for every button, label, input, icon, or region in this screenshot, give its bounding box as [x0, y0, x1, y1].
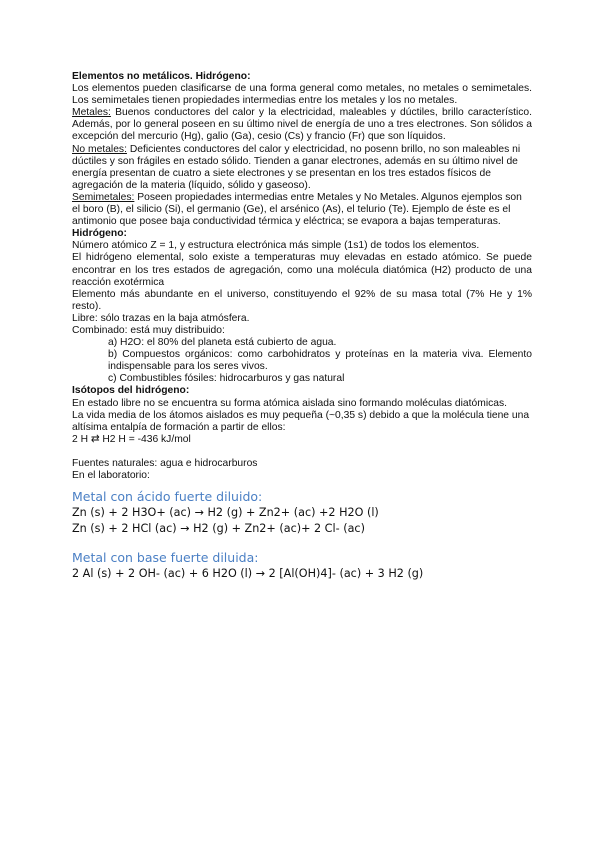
semimetales-text: Poseen propiedades intermedias entre Metales y No Metales. Algunos ejemplos son el boro (B), el silicio (Si), el germanio (Ge), el arsénico (As), el telurio (Te). Ejemplo de éste es el antimonio que posee baja conductividad térmica y eléctrica; se evapora a bajas temperaturas.: [72, 191, 522, 228]
hidrogeno-libre: Libre: sólo trazas en la baja atmósfera.: [72, 312, 250, 324]
metales-text: Buenos conductores del calor y la electricidad, maleables y dúctiles, brillo característico. Además, por lo general poseen en su último nivel de energía de uno a tres electrones. Son sólidos a excepción del mercurio (Hg), galio (Ga), cesio (Cs) y francio (Fr) que son líquidos.: [72, 107, 532, 143]
spacer: [72, 537, 532, 549]
intro-paragraph: Los elementos pueden clasificarse de una forma general como metales, no metales o semimetales. Los semimetales tienen propiedades intermedias entre los metales y los no metales.: [72, 83, 532, 107]
base-heading: Metal con base fuerte diluida:: [72, 550, 259, 566]
acido-heading: Metal con ácido fuerte diluido:: [72, 489, 263, 505]
metales-term: Metales:: [72, 107, 111, 119]
no-metales-term: No metales:: [72, 143, 127, 155]
list-item: b) Compuestos orgánicos: como carbohidratos y proteínas en la materia viva. Elemento indispensable para los seres vivos.: [108, 349, 532, 373]
hidrogeno-heading: Hidrógeno:: [72, 228, 127, 240]
isotopos-p2: La vida media de los átomos aislados es muy pequeña (~0,35 s) debido a que la molécula tiene una altísima entalpía de formación a partir de ellos:: [72, 409, 530, 433]
combinado-list: [108, 337, 532, 385]
semimetales-term: Semimetales:: [72, 191, 135, 203]
laboratorio-label: En el laboratorio:: [72, 470, 150, 481]
semimetales-paragraph: [72, 192, 532, 228]
no-metales-text: Deficientes conductores del calor y electricidad, no posenn brillo, no son maleables ni dúctiles y son frágiles en estado sólido. Tienden a ganar electrones, además en su último nivel de energía presentan de cuatro a siete electrones y se presentan en los tres estados físicos de agregación de la materia (líquido, sólido y gaseoso).: [72, 143, 521, 191]
base-equation-1: 2 Al (s) + 2 OH- (ac) + 6 H2O (l) → 2 [Al(OH)4]- (ac) + 3 H2 (g): [72, 567, 424, 581]
hidrogeno-combinado: Combinado: está muy distribuido:: [72, 324, 225, 336]
hidrogeno-abundante: Elemento más abundante en el universo, constituyendo el 92% de su masa total (7% He y 1% resto).: [72, 288, 532, 312]
page-title: Elementos no metálicos. Hidrógeno:: [72, 71, 251, 82]
fuentes-naturales: Fuentes naturales: agua e hidrocarburos: [72, 457, 258, 469]
acido-equation-1: Zn (s) + 2 H3O+ (ac) → H2 (g) + Zn2+ (ac) +2 H2O (l): [72, 506, 379, 520]
acido-equation-2: Zn (s) + 2 HCl (ac) → H2 (g) + Zn2+ (ac)+ 2 Cl- (ac): [72, 522, 365, 536]
list-item: a) H2O: el 80% del planeta está cubierto de agua.: [108, 337, 337, 349]
isotopos-heading: Isótopos del hidrógeno:: [72, 385, 190, 397]
isotopos-p1: En estado libre no se encuentra su forma atómica aislada sino formando moléculas diatómicas.: [72, 397, 507, 409]
list-item: c) Combustibles fósiles: hidrocarburos y gas natural: [108, 373, 345, 385]
hidrogeno-elemental: El hidrógeno elemental, solo existe a temperaturas muy elevadas en estado atómico. Se puede encontrar en los tres estados de agregación, como una molécula diatómica (H2) producto de una reacción exotérmica: [72, 252, 532, 288]
document-body: [72, 71, 532, 582]
no-metales-paragraph: [72, 144, 532, 192]
isotopos-equation: 2 H ⇄ H2 H = -436 kJ/mol: [72, 433, 191, 445]
metales-paragraph: [72, 107, 532, 143]
hidrogeno-numero: Número atómico Z = 1, y estructura electrónica más simple (1s1) de todos los elementos.: [72, 240, 480, 252]
spacer: [72, 446, 532, 458]
